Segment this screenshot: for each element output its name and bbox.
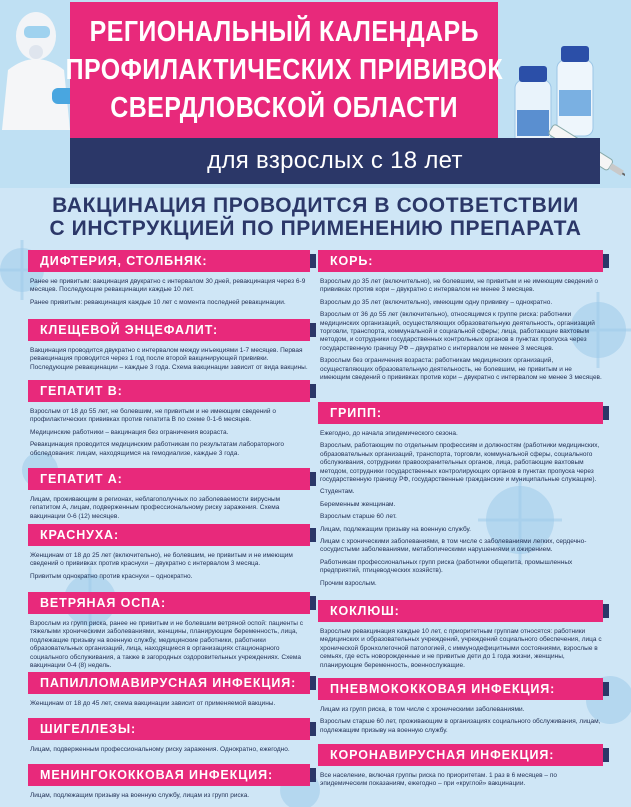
vaccination-note-line-1: ВАКЦИНАЦИЯ ПРОВОДИТСЯ В СООТВЕТСТВИИ	[52, 194, 579, 217]
section-text: Лицам, проживающим в регионах, неблагополучных по заболеваемости вирусным гепатитом А, лицам, подверженным профессиональному риску заражения. Схема вакцинации 0-6 (12) месяцев.	[30, 496, 281, 520]
section-influenza	[318, 402, 603, 592]
section-text: Женщинам от 18 до 25 лет (включительно), не болевшим, не привитым и не имеющим сведений о прививках против краснухи – двукратно с интервалом 3 месяца.	[30, 552, 293, 568]
subtitle: для взрослых с 18 лет	[207, 147, 463, 174]
section-text: Взрослым из групп риска, ранее не привитым и не болевшим ветряной оспой: пациенты с тяжелыми хроническими заболеваниями, женщины, планирующие беременность, лица, подлежащие призыву на военную службу, медицинские работники, работники образовательных организаций, лица, находящиеся в организациях стационарного социального обслуживания, а также в загородных оздоровительных учреждениях. Схема вакцинации 0-4 (8) недель.	[30, 620, 304, 670]
section-text: Медицинские работники – вакцинация без ограничения возраста.	[30, 428, 229, 436]
section-title: КОРЬ:	[318, 250, 603, 272]
section-chickenpox	[28, 592, 310, 674]
section-title: КОКЛЮШ:	[318, 600, 603, 622]
section-text: Вакцинация проводится двукратно с интервалом между инъекциями 1-7 месяцев. Первая ревакцинация проводится через 1 год после второй вакцинирующей прививки. Последующие ревакцинации – каждые 3 года. Схема вакцинации зависит от вида вакцины.	[30, 347, 308, 371]
section-title: ДИФТЕРИЯ, СТОЛБНЯК:	[28, 250, 310, 272]
section-title: МЕНИНГОКОККОВАЯ ИНФЕКЦИЯ:	[28, 764, 310, 786]
section-text: Взрослым без ограничения возраста: работникам медицинских организаций, осуществляющих образовательную деятельность, не болевшим, не привитым и не имеющим сведений о прививках против кори – двукратно с интервалом не менее 3 месяцев.	[320, 357, 602, 382]
title-line-2: ПРОФИЛАКТИЧЕСКИХ ПРИВИВОК	[65, 54, 503, 86]
section-text: Ревакцинация проводится медицинским работникам по результатам лабораторного обследования: лицам, находящимся на гемодиализе, каждые 3 года.	[30, 441, 284, 457]
title-line-1: РЕГИОНАЛЬНЫЙ КАЛЕНДАРЬ	[89, 16, 479, 48]
section-text: Ранее привитым: ревакцинация каждые 10 лет с момента последней ревакцинации.	[30, 298, 286, 306]
section-text: Взрослым ревакцинация каждые 10 лет, с приоритетным группам относятся: работники медицинских и образовательных учреждений, учреждений социального обеспечения, лица с хронической бронхолегочной патологией, с иммунодефицитными состояниями, взрослые в семьях, где есть новорожденные и не привитые дети до 1 года жизни, женщины, планирующие беременность, военнослужащие.	[320, 628, 602, 669]
section-title: КРАСНУХА:	[28, 524, 310, 546]
section-title: ВЕТРЯНАЯ ОСПА:	[28, 592, 310, 614]
section-tick-encephalitis	[28, 319, 310, 376]
section-title: КЛЕЩЕВОЙ ЭНЦЕФАЛИТ:	[28, 319, 310, 341]
section-title: КОРОНАВИРУСНАЯ ИНФЕКЦИЯ:	[318, 744, 603, 766]
section-text: Все население, включая группы риска по приоритетам. 1 раз в 6 месяцев – по эпидемическим показаниям, ежегодно – при «круглой» вакцинации.	[320, 772, 557, 788]
section-title: ПНЕВМОКОККОВАЯ ИНФЕКЦИЯ:	[318, 678, 603, 700]
section-text: Женщинам от 18 до 45 лет, схема вакцинации зависит от применяемой вакцины.	[30, 700, 276, 707]
section-text: Взрослым, работающим по отдельным профессиям и должностям (работники медицинских, образовательных организаций, транспорта, торговли, коммунальной сферы, социального обслуживания, сотрудники правоохранительных органов, лица, работающие вахтовым методом, сотрудники государственных контролирующих органов в пунктах пропуска через государственную границу РФ, государственные гражданские и муниципальные служащие).	[320, 442, 600, 484]
section-diphtheria	[28, 250, 310, 311]
section-rubella	[28, 524, 310, 585]
vaccination-note-line-2: С ИНСТРУКЦИЕЙ ПО ПРИМЕНЕНИЮ ПРЕПАРАТА	[49, 217, 582, 240]
section-text: Прочим взрослым.	[320, 579, 377, 587]
section-title: ГЕПАТИТ А:	[28, 468, 310, 490]
section-text: Лицам, подверженным профессиональному риску заражения. Однократно, ежегодно.	[30, 746, 290, 753]
section-title: ШИГЕЛЛЕЗЫ:	[28, 718, 310, 740]
title-box	[65, 2, 503, 138]
section-text: Лицам из групп риска, в том числе с хроническими заболеваниями.	[320, 706, 525, 713]
section-shigellosis	[28, 718, 310, 758]
section-text: Лицам с хроническими заболеваниями, в том числе с заболеваниями легких, сердечно-сосудистыми заболеваниями, метаболическими нарушениями и ожирением.	[320, 538, 587, 554]
section-title: ПАПИЛЛОМАВИРУСНАЯ ИНФЕКЦИЯ:	[28, 672, 310, 694]
section-text: Взрослым от 18 до 55 лет, не болевшим, не привитым и не имеющим сведений о профилактических прививках против гепатита В по схеме 0-1-6 месяцев.	[30, 408, 276, 424]
section-text: Взрослым от 36 до 55 лет (включительно), относящимся к группе риска: работники медицинских организаций, осуществляющих образовательную деятельность, организаций торговли, транспорта, коммунальной и социальной сферы; лица, работающие вахтовым методом, и сотрудники государственных контрольных органов в пунктах пропуска через государственную границу РФ – двукратно с интервалом не менее 3 месяцев.	[320, 311, 595, 352]
section-coronavirus	[318, 744, 603, 793]
section-text: Студентам.	[320, 488, 355, 496]
section-text: Взрослым до 35 лет (включительно), имеющим одну прививку – однократно.	[320, 298, 553, 306]
section-text: Взрослым старше 60 лет, проживающим в организациях социального обслуживания, лицам, подлежащим призыву на военную службу.	[320, 718, 601, 734]
section-pneumococcal	[318, 678, 603, 739]
section-measles	[318, 250, 603, 386]
section-text: Беременным женщинам.	[320, 500, 396, 508]
section-text: Ежегодно, до начала эпидемического сезона.	[320, 430, 458, 437]
section-text: Лицам, подлежащим призыву на военную службу.	[320, 525, 471, 533]
section-text: Взрослым до 35 лет (включительно), не болевшим, не привитым и не имеющим сведений о прививках против кори – двукратно с интервалом не менее 3 месяцев.	[320, 278, 599, 294]
section-text: Ранее не привитым: вакцинация двукратно с интервалом 30 дней, ревакцинация через 6-9 месяцев. Последующие ревакцинации каждые 10 лет.	[30, 278, 306, 294]
subtitle-box	[70, 138, 600, 184]
section-hepatitis-a	[28, 468, 310, 525]
title-line-3: СВЕРДЛОВСКОЙ ОБЛАСТИ	[110, 92, 458, 124]
section-hepatitis-b	[28, 380, 310, 462]
section-title: ГЕПАТИТ В:	[28, 380, 310, 402]
section-meningococcal	[28, 764, 310, 804]
section-hpv	[28, 672, 310, 712]
section-text: Взрослым старше 60 лет.	[320, 513, 397, 521]
section-text: Лицам, подлежащим призыву на военную службу, лицам из групп риска.	[30, 792, 250, 799]
section-text: Работникам профессиональных групп риска (работники общепита, промышленных предприятий, птицеводческих хозяйств).	[320, 558, 573, 575]
vaccination-note	[0, 194, 631, 240]
section-title: ГРИПП:	[318, 402, 603, 424]
section-pertussis	[318, 600, 603, 674]
section-text: Привитым однократно против краснухи – однократно.	[30, 572, 193, 580]
